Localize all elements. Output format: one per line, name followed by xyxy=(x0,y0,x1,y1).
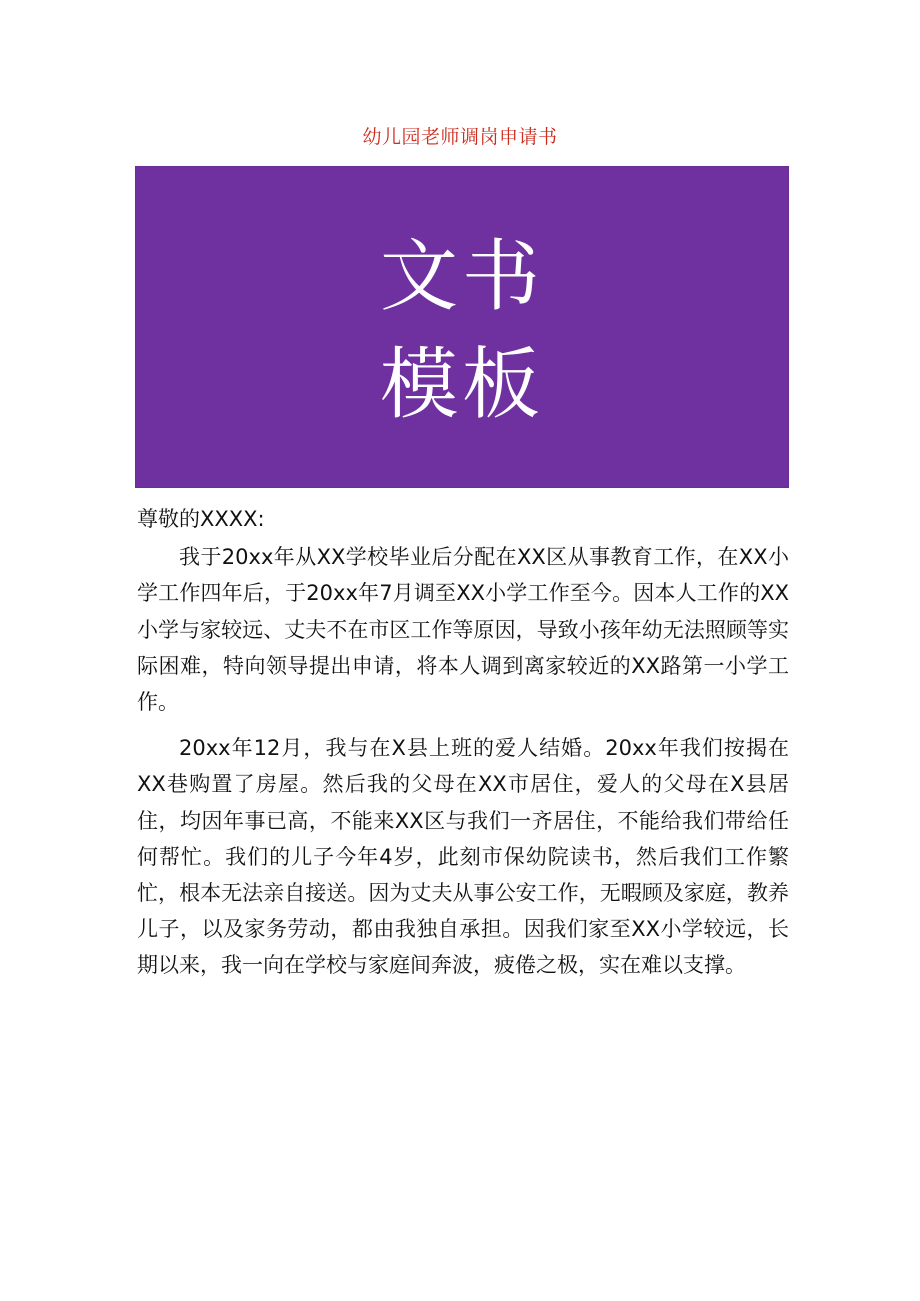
banner-text-line-1: 文书 xyxy=(379,232,544,322)
salutation: 尊敬的XXXX: xyxy=(137,507,265,531)
template-banner xyxy=(135,166,789,488)
letter-body xyxy=(137,501,789,994)
banner-text-line-2: 模板 xyxy=(379,340,544,430)
document-title: 幼儿园老师调岗申请书 xyxy=(362,126,558,148)
paragraph-2: 20xx年12月，我与在X县上班的爱人结婚。20xx年我们按揭在XX巷购置了房屋。然后我的父母在XX市居住，爱人的父母在X县居住，均因年事已高，不能来XX区与我们一齐居住，不能给我们带给任何帮忙。我们的儿子今年4岁，此刻市保幼院读书，然后我们工作繁忙，根本无法亲自接送。因为丈夫从事公安工作，无暇顾及家庭，教养儿子，以及家务劳动，都由我独自承担。因我们家至XX小学较远，长期以来，我一向在学校与家庭间奔波，疲倦之极，实在难以支撑。 xyxy=(137,736,789,978)
paragraph-1: 我于20xx年从XX学校毕业后分配在XX区从事教育工作，在XX小学工作四年后，于20xx年7月调至XX小学工作至今。因本人工作的XX小学与家较远、丈夫不在市区工作等原因，导致小孩年幼无法照顾等实际困难，特向领导提出申请，将本人调到离家较近的XX路第一小学工作。 xyxy=(137,545,789,715)
banner-seam xyxy=(136,327,788,328)
